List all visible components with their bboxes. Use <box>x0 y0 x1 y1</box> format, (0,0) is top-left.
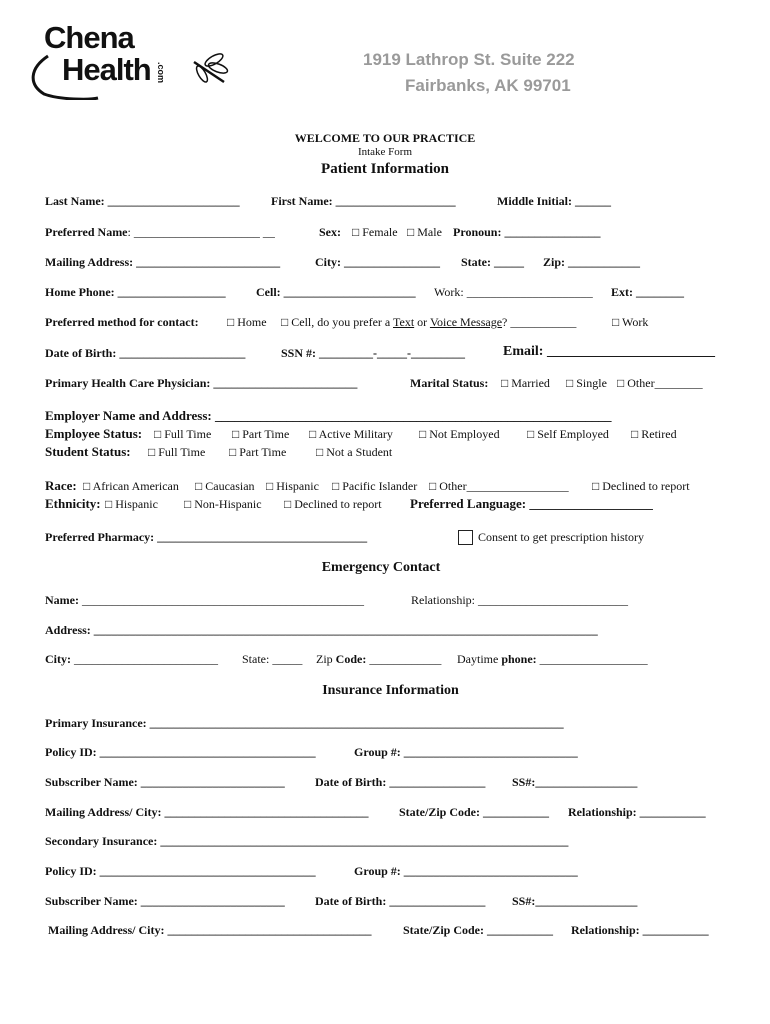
logo-health: Health <box>62 52 151 87</box>
welcome-title: WELCOME TO OUR PRACTICE <box>294 131 476 145</box>
first-name-field[interactable]: First Name: ____________________ <box>271 194 456 208</box>
sex-label: Sex: <box>319 225 341 239</box>
emergency-city-line: ________________________ <box>71 652 218 666</box>
subscriber-2-field[interactable]: Subscriber Name: ________________________ <box>45 894 285 908</box>
pharmacy-field[interactable]: Preferred Pharmacy: ___________________________________ <box>45 530 368 544</box>
email-field[interactable]: Email: ________________________ <box>503 344 715 359</box>
race-hispanic-checkbox[interactable]: □ Hispanic <box>266 479 319 493</box>
emp-part-time-checkbox[interactable]: □ Part Time <box>232 427 290 441</box>
relationship-2-field[interactable]: Relationship: ___________ <box>571 923 709 937</box>
preferred-name-label: Preferred Name <box>45 225 128 239</box>
emergency-phone-label-b: phone: <box>501 652 537 666</box>
policy-id-2-field[interactable]: Policy ID: ____________________________________ <box>45 864 316 878</box>
ss-2-field[interactable]: SS#:_________________ <box>512 894 638 908</box>
eth-non-hispanic-checkbox[interactable]: □ Non-Hispanic <box>184 497 262 511</box>
mailing-city-2-field[interactable]: Mailing Address/ City: __________________________________ <box>48 923 372 937</box>
ss-1-field[interactable]: SS#:_________________ <box>512 775 638 789</box>
student-status-label: Student Status: <box>45 444 131 459</box>
marital-status-label: Marital Status: <box>410 376 489 390</box>
race-pacific-islander-checkbox[interactable]: □ Pacific Islander <box>332 479 418 493</box>
contact-cell-checkbox[interactable] <box>281 315 576 330</box>
relationship-1-field[interactable]: Relationship: ___________ <box>568 805 706 819</box>
emp-military-checkbox[interactable]: □ Active Military <box>309 427 393 441</box>
marital-other-checkbox[interactable]: □ Other________ <box>617 376 703 390</box>
logo-swoosh <box>20 50 100 100</box>
mailing-city-1-field[interactable]: Mailing Address/ City: __________________________________ <box>45 805 369 819</box>
home-phone-field[interactable]: Home Phone: __________________ <box>45 285 226 299</box>
dragonfly-icon <box>190 48 230 88</box>
contact-preference-line: ? ___________ <box>502 315 577 329</box>
consent-checkbox[interactable] <box>458 530 473 545</box>
subscriber-dob-2-field[interactable]: Date of Birth: ________________ <box>315 894 486 908</box>
emergency-name-line: _______________________________________________ <box>78 593 364 607</box>
logo-chena: Chena <box>44 20 134 55</box>
last-name-field[interactable]: Last Name: ______________________ <box>45 194 240 208</box>
race-declined-checkbox[interactable]: □ Declined to report <box>592 479 690 493</box>
race-other-checkbox[interactable]: □ Other_________________ <box>429 479 569 493</box>
pronoun-field[interactable]: Pronoun: ________________ <box>453 225 601 239</box>
employer-field[interactable]: Employer Name and Address: _____________________________________________________________ <box>45 408 612 423</box>
physician-field[interactable]: Primary Health Care Physician: ________________________ <box>45 376 358 390</box>
emergency-phone-field[interactable] <box>457 652 648 667</box>
emergency-zip-label-a: Zip <box>316 652 336 666</box>
emp-full-time-checkbox[interactable]: □ Full Time <box>154 427 212 441</box>
contact-work-checkbox[interactable]: □ Work <box>612 315 649 329</box>
city-field[interactable]: City: ________________ <box>315 255 440 269</box>
secondary-insurance-field[interactable]: Secondary Insurance: ____________________________________________________________________ <box>45 834 569 848</box>
sex-male-checkbox[interactable]: □ Male <box>407 225 442 239</box>
state-zip-2-field[interactable]: State/Zip Code: ___________ <box>403 923 553 937</box>
emergency-phone-line: __________________ <box>536 652 648 666</box>
state-field[interactable]: State: _____ <box>461 255 524 269</box>
emp-retired-checkbox[interactable]: □ Retired <box>631 427 677 441</box>
zip-field[interactable]: Zip: ____________ <box>543 255 641 269</box>
employee-status-label: Employee Status: <box>45 426 143 441</box>
section-patient-information: Patient Information <box>321 161 449 177</box>
consent-label: Consent to get prescription history <box>478 530 644 544</box>
stu-not-student-checkbox[interactable]: □ Not a Student <box>316 445 393 459</box>
group-1-field[interactable]: Group #: _____________________________ <box>354 745 578 759</box>
emergency-zip-label-b: Code: <box>335 652 367 666</box>
preferred-name-line: : _____________________ __ <box>127 225 275 239</box>
emp-self-employed-checkbox[interactable]: □ Self Employed <box>527 427 609 441</box>
address-line-2: Fairbanks, AK 99701 <box>405 76 571 95</box>
race-label: Race: <box>45 478 77 493</box>
emp-not-employed-checkbox[interactable]: □ Not Employed <box>419 427 500 441</box>
sex-female-checkbox[interactable]: □ Female <box>352 225 398 239</box>
section-emergency-contact: Emergency Contact <box>321 560 441 575</box>
contact-home-checkbox[interactable]: □ Home <box>227 315 267 329</box>
eth-hispanic-checkbox[interactable]: □ Hispanic <box>105 497 158 511</box>
work-phone-field[interactable]: Work: _____________________ <box>434 285 593 299</box>
logo-com: .com <box>156 62 166 84</box>
form-subtitle: Intake Form <box>357 146 413 158</box>
section-insurance-information: Insurance Information <box>322 683 459 698</box>
preferred-name-field[interactable] <box>45 225 275 240</box>
policy-id-1-field[interactable]: Policy ID: ____________________________________ <box>45 745 316 759</box>
contact-method-label: Preferred method for contact: <box>45 315 199 329</box>
contact-voice-option: Voice Message <box>429 315 503 329</box>
stu-part-time-checkbox[interactable]: □ Part Time <box>229 445 287 459</box>
primary-insurance-field[interactable]: Primary Insurance: _____________________________________________________________________ <box>45 716 564 730</box>
ssn-field[interactable]: SSN #: _________-_____-_________ <box>281 346 466 360</box>
emergency-name-field[interactable] <box>45 593 364 608</box>
emergency-address-field[interactable]: Address: ____________________________________________________________________________________ <box>45 623 598 637</box>
emergency-relationship-field[interactable]: Relationship: _________________________ <box>411 593 628 607</box>
contact-text-option: Text <box>393 315 415 329</box>
mailing-address-field[interactable]: Mailing Address: ________________________ <box>45 255 281 269</box>
middle-initial-field[interactable]: Middle Initial: ______ <box>497 194 612 208</box>
emergency-city-row[interactable] <box>45 652 218 667</box>
subscriber-1-field[interactable]: Subscriber Name: ________________________ <box>45 775 285 789</box>
marital-single-checkbox[interactable]: □ Single <box>566 376 607 390</box>
contact-cell-label: □ Cell, do you prefer a <box>281 315 393 329</box>
cell-phone-field[interactable]: Cell: ______________________ <box>256 285 416 299</box>
emergency-name-label: Name: <box>45 593 79 607</box>
race-caucasian-checkbox[interactable]: □ Caucasian <box>195 479 255 493</box>
emergency-city-label: City: <box>45 652 71 666</box>
emergency-zip-field[interactable] <box>316 652 441 667</box>
state-zip-1-field[interactable]: State/Zip Code: ___________ <box>399 805 549 819</box>
eth-declined-checkbox[interactable]: □ Declined to report <box>284 497 382 511</box>
preferred-language-field[interactable]: Preferred Language: ___________________ <box>410 496 653 511</box>
address-line-1: 1919 Lathrop St. Suite 222 <box>363 50 575 69</box>
subscriber-dob-1-field[interactable]: Date of Birth: ________________ <box>315 775 486 789</box>
emergency-phone-label-a: Daytime <box>457 652 502 666</box>
stu-full-time-checkbox[interactable]: □ Full Time <box>148 445 206 459</box>
emergency-zip-line: ____________ <box>366 652 442 666</box>
race-african-american-checkbox[interactable]: □ African American <box>83 479 179 493</box>
group-2-field[interactable]: Group #: _____________________________ <box>354 864 578 878</box>
emergency-state-field[interactable]: State: _____ <box>242 652 303 666</box>
ext-field[interactable]: Ext: ________ <box>611 285 684 299</box>
ethnicity-label: Ethnicity: <box>45 496 101 511</box>
dob-field[interactable]: Date of Birth: _____________________ <box>45 346 246 360</box>
contact-or: or <box>414 315 430 329</box>
marital-married-checkbox[interactable]: □ Married <box>501 376 550 390</box>
